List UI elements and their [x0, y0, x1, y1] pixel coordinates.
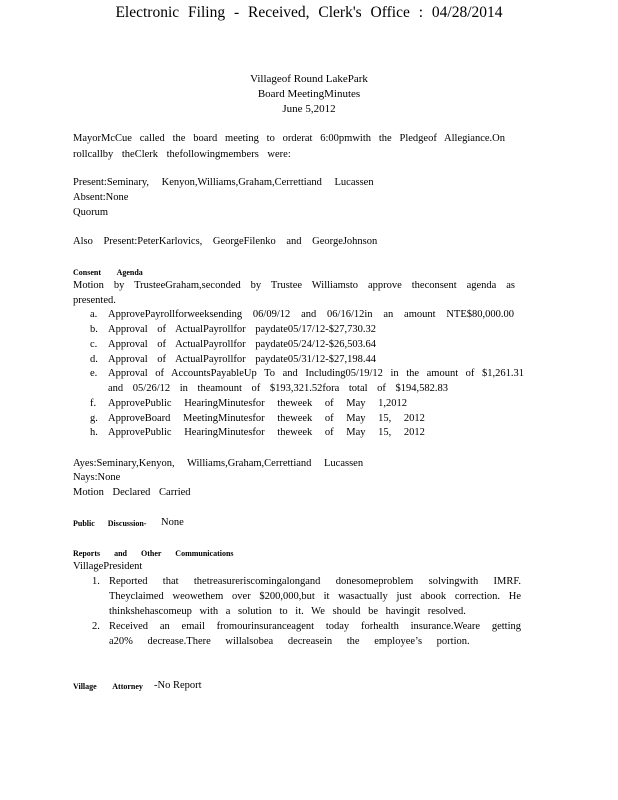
item-marker: b.	[90, 324, 98, 335]
absent-members: Absent:None	[73, 192, 129, 203]
motion-result: Motion Declared Carried	[73, 487, 191, 498]
reports-heading: Reports and Other Communications	[73, 549, 234, 558]
item-marker: g.	[90, 413, 98, 424]
item-text: ApprovePayrollforweeksending 06/09/12 and 06/16/12in an amount NTE$80,000.00	[108, 309, 514, 320]
item-marker: a.	[90, 309, 98, 320]
item-text-continued: Theyclaimed weowethem over $200,000,but it wasactually just abook correction. He	[109, 591, 521, 602]
call-to-order-line-2: rollcallby theClerk thefollowingmembers were:	[73, 149, 291, 160]
item-marker: 2.	[92, 621, 100, 632]
item-marker: h.	[90, 427, 98, 438]
village-attorney-heading: Village Attorney	[73, 682, 143, 691]
item-text: Reported that thetreasureriscomingalongand donesomeproblem solvingwith IMRF.	[109, 576, 521, 587]
public-discussion-heading: Public Discussion-	[73, 519, 147, 528]
item-marker: 1.	[92, 576, 100, 587]
nays-vote: Nays:None	[73, 472, 121, 483]
item-marker: e.	[90, 368, 98, 379]
item-text: Approval of ActualPayrollfor paydate05/17/12-$27,730.32	[108, 324, 376, 335]
village-president-subheading: VillagePresident	[73, 561, 143, 572]
consent-motion-line-1: Motion by TrusteeGraham,seconded by Trustee Williamsto approve theconsent agenda as	[73, 280, 515, 291]
public-discussion-value: None	[161, 517, 184, 528]
report-item-2	[90, 620, 522, 650]
filing-stamp-header: Electronic Filing - Received, Clerk's Office : 04/28/2014	[115, 4, 503, 21]
consent-motion-line-2: presented.	[73, 295, 116, 306]
item-text: ApproveBoard MeetingMinutesfor theweek of May 15, 2012	[108, 413, 425, 424]
consent-agenda-heading: Consent Agenda	[73, 268, 143, 277]
village-attorney-value: -No Report	[154, 680, 202, 691]
minutes-title-board: Board MeetingMinutes	[257, 88, 361, 100]
item-text: ApprovePublic HearingMinutesfor theweek of May 15, 2012	[108, 427, 425, 438]
minutes-date: June 5,2012	[282, 103, 336, 115]
quorum-status: Quorum	[73, 207, 108, 218]
consent-item-e	[90, 367, 526, 397]
item-text: Approval of ActualPayrollfor paydate05/31/12-$27,198.44	[108, 354, 376, 365]
ayes-vote: Ayes:Seminary,Kenyon, Williams,Graham,Cerrettiand Lucassen	[73, 458, 364, 469]
item-marker: d.	[90, 354, 98, 365]
minutes-title-village: Villageof Round LakePark	[250, 73, 368, 85]
item-text-continued: and 05/26/12 in theamount of $193,321.52fora total of $194,582.83	[108, 383, 449, 394]
item-text-continued: thinkshehascomeup with a solution to it. We should be havingit resolved.	[109, 606, 466, 617]
item-text-continued: a20% decrease.There willalsobea decreasein the employee’s portion.	[109, 636, 470, 647]
present-members: Present:Seminary, Kenyon,Williams,Graham,Cerrettiand Lucassen	[73, 177, 374, 188]
call-to-order-line-1: MayorMcCue called the board meeting to orderat 6:00pmwith the Pledgeof Allegiance.On	[73, 133, 505, 144]
item-text: Received an email fromourinsuranceagent today forhealth insurance.Weare getting	[109, 621, 521, 632]
item-text: ApprovePublic HearingMinutesfor theweek of May 1,2012	[108, 398, 408, 409]
item-marker: c.	[90, 339, 98, 350]
item-text: Approval of ActualPayrollfor paydate05/24/12-$26,503.64	[108, 339, 376, 350]
item-text: Approval of AccountsPayableUp To and Including05/19/12 in the amount of $1,261.31	[108, 368, 524, 379]
also-present: Also Present:PeterKarlovics, GeorgeFilenko and GeorgeJohnson	[73, 236, 378, 247]
item-marker: f.	[90, 398, 97, 409]
report-item-1	[90, 575, 522, 620]
